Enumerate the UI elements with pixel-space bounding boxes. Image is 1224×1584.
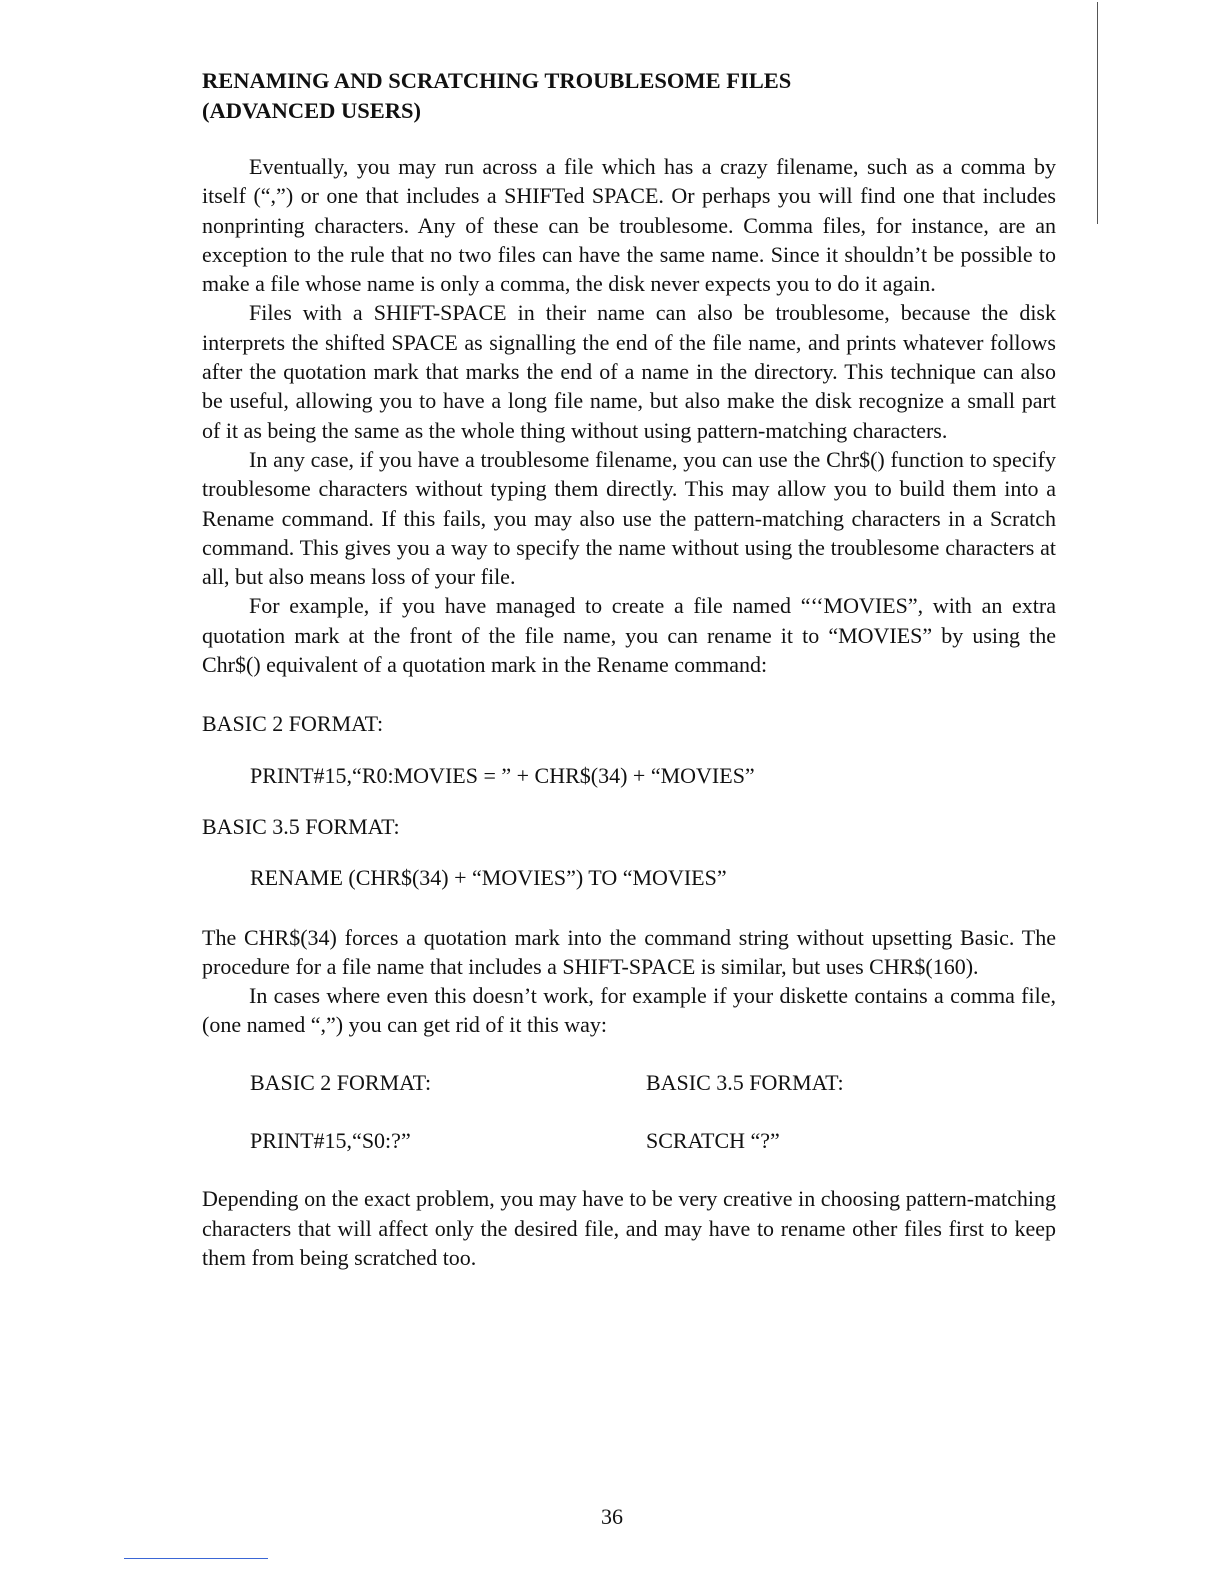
paragraph-comma-file: In cases where even this doesn’t work, for example if your diskette contains a comma file, (one named “,”) you can get rid of it this way:	[202, 983, 1056, 1038]
scratch-format-labels	[202, 1068, 1056, 1097]
paragraph-shift-space: Files with a SHIFT-SPACE in their name can also be troublesome, because the disk interprets the shifted SPACE as signalling the end of the file name, and prints whatever follows after the quotation mark that marks the end of a name in the directory. This technique can also be useful, allowing you to have a long file name, but also make the disk recognize a small part of it as being the same as the whole thing without using pattern-matching characters.	[202, 300, 1056, 443]
scratch-basic2-code: PRINT#15,“S0:?”	[250, 1128, 411, 1154]
scratch-basic2-label: BASIC 2 FORMAT:	[250, 1069, 432, 1095]
body-text	[202, 152, 1056, 1272]
footer-rule	[124, 1558, 268, 1559]
section-heading-line-2: (ADVANCED USERS)	[202, 98, 421, 123]
rename-basic2-code: PRINT#15,“R0:MOVIES = ” + CHR$(34) + “MOVIES”	[250, 762, 755, 788]
page-number: 36	[601, 1504, 623, 1529]
paragraph-chr-function: In any case, if you have a troublesome filename, you can use the Chr$() function to specify troublesome characters without typing them directly. This may allow you to build them into a Rename command. If this fails, you may also use the pattern-matching characters in a Scratch command. This gives you a way to specify the name without using the troublesome characters at all, but also means loss of your file.	[202, 446, 1056, 590]
section-heading-line-1: RENAMING AND SCRATCHING TROUBLESOME FILES	[202, 68, 792, 93]
scratch-format-code	[202, 1126, 1056, 1155]
paragraph-creative-pattern-matching: Depending on the exact problem, you may have to be very creative in choosing pattern-matching characters that will affect only the desired file, and may have to rename other files first to keep them from being scratched too.	[202, 1186, 1056, 1270]
paragraph-chr34-explanation: The CHR$(34) forces a quotation mark into the command string without upsetting Basic. The procedure for a file name that includes a SHIFT-SPACE is similar, but uses CHR$(160).	[202, 924, 1056, 979]
rename-basic35-code: RENAME (CHR$(34) + “MOVIES”) TO “MOVIES”	[250, 865, 727, 891]
scratch-basic35-label: BASIC 3.5 FORMAT:	[646, 1069, 844, 1095]
rename-basic35-label: BASIC 3.5 FORMAT:	[202, 813, 400, 839]
rename-basic2-label: BASIC 2 FORMAT:	[202, 711, 384, 737]
scan-margin-line	[1097, 2, 1098, 224]
scratch-basic35-code: SCRATCH “?”	[646, 1128, 780, 1154]
paragraph-rename-example-intro: For example, if you have managed to create a file named “‘‘MOVIES”, with an extra quotation mark at the front of the file name, you can rename it to “MOVIES” by using the Chr$() equivalent of a quotation mark in the Rename command:	[202, 593, 1056, 678]
section-heading	[202, 66, 1062, 126]
paragraph-crazy-filenames: Eventually, you may run across a file which has a crazy filename, such as a comma by itself (“,”) or one that includes a SHIFTed SPACE. Or perhaps you will find one that includes nonprinting characters. Any of these can be troublesome. Comma files, for instance, are an exception to the rule that no two files can have the same name. Since it shouldn’t be possible to make a file whose name is only a comma, the disk never expects you to do it again.	[202, 154, 1056, 297]
